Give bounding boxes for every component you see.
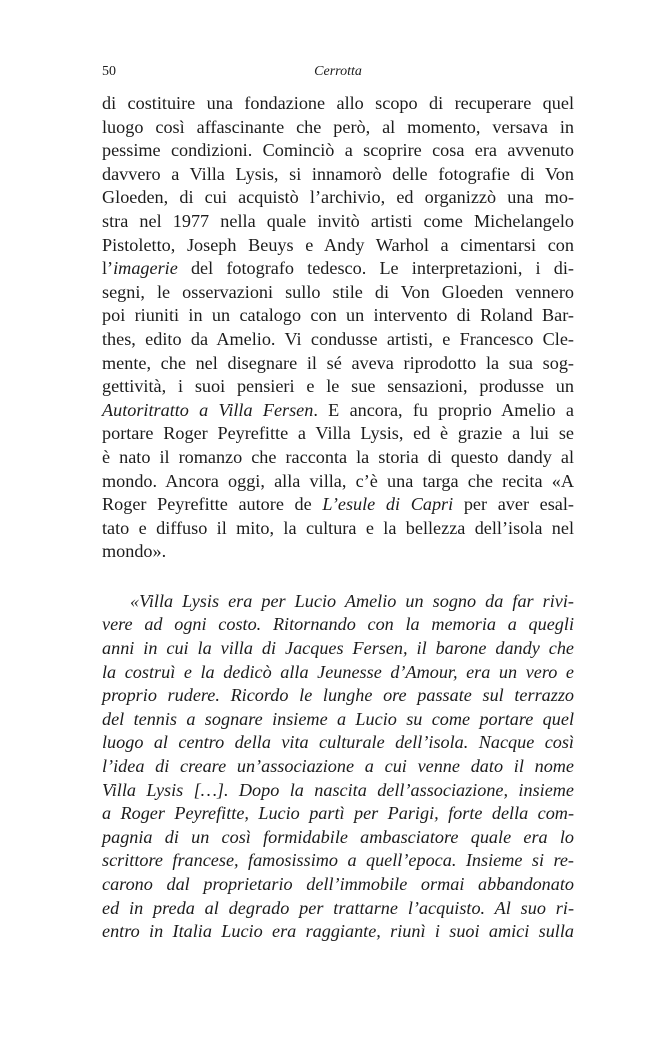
text-run: del tennis a sognare insieme a Lucio su come portare quel: [102, 708, 574, 729]
text-run: «Villa Lysis era per Lucio Amelio un sogno da far rivi-: [130, 590, 574, 611]
text-run: del fotografo tedesco. Le interpretazioni, i di-: [177, 258, 574, 279]
body-line: [102, 470, 574, 494]
text-run: gettività, i suoi pensieri e le sue sensazioni, produsse un: [102, 376, 574, 397]
body-line: [102, 375, 574, 399]
emphasized-text: imagerie: [113, 258, 178, 279]
quote-line: [102, 708, 574, 732]
text-run: pagnia di un così formidabile ambasciatore quale era lo: [102, 826, 574, 847]
body-paragraph: [102, 92, 574, 564]
text-run: segni, le osservazioni sullo stile di Von Gloeden vennero: [102, 281, 574, 302]
text-run: . E ancora, fu proprio Amelio a: [313, 399, 575, 420]
body-line: [102, 517, 574, 541]
text-run: l’idea di creare un’associazione a cui venne dato il nome: [102, 756, 574, 777]
body-line: [102, 422, 574, 446]
text-run: tato e diffuso il mito, la cultura e la bellezza dell’isola nel: [102, 517, 574, 538]
body-line: [102, 446, 574, 470]
body-line: [102, 210, 574, 234]
text-run: poi riuniti in un catalogo con un intervento di Roland Bar-: [102, 305, 574, 326]
quote-line: [102, 826, 574, 850]
text-run: thes, edito da Amelio. Vi condusse artisti, e Francesco Cle-: [102, 328, 574, 349]
body-line: [102, 116, 574, 140]
body-line: [102, 139, 574, 163]
text-run: scrittore francese, famosissimo a quell’epoca. Insieme si re-: [102, 850, 574, 871]
text-run: vere ad ogni costo. Ritornando con la memoria a quegli: [102, 614, 574, 635]
quote-line: [102, 661, 574, 685]
text-run: carono dal proprietario dell’immobile ormai abbandonato: [102, 874, 574, 894]
quote-line: [102, 613, 574, 637]
text-run: per aver esal-: [453, 494, 574, 515]
quote-line: [102, 731, 574, 755]
text-run: mente, che nel disegnare il sé aveva riprodotto la sua sog-: [102, 352, 574, 373]
paragraph-gap: [102, 564, 574, 590]
text-run: portare Roger Peyrefitte a Villa Lysis, ed è grazie a lui se: [102, 423, 574, 444]
body-line: [102, 281, 574, 305]
text-run: mondo».: [102, 541, 167, 562]
text-run: la costruì e la dedicò alla Jeunesse d’Amour, era un vero e: [102, 661, 574, 682]
text-run: Villa Lysis […]. Dopo la nascita dell’associazione, insieme: [102, 779, 574, 800]
body-line: [102, 234, 574, 258]
text-run: stra nel 1977 nella quale invitò artisti come Michelangelo: [102, 210, 574, 231]
text-run: anni in cui la villa di Jacques Fersen, il barone dandy che: [102, 638, 574, 659]
text-run: ed in preda al degrado per trattarne l’acquisto. Al suo ri-: [102, 897, 574, 918]
text-run: pessime condizioni. Cominciò a scoprire cosa era avvenuto: [102, 140, 574, 161]
body-line: [102, 186, 574, 210]
body-line: [102, 328, 574, 352]
body-line: [102, 257, 574, 281]
page-number: 50: [102, 64, 116, 79]
body-line: [102, 352, 574, 376]
quote-line: [102, 873, 574, 897]
body-line: [102, 163, 574, 187]
text-run: luogo così affascinante che però, al momento, versava in: [102, 116, 574, 137]
text-run: di costituire una fondazione allo scopo di recuperare quel: [102, 93, 574, 113]
book-page: [102, 0, 574, 1053]
body-line: [102, 304, 574, 328]
text-run: mondo. Ancora oggi, alla villa, c’è una targa che recita «A: [102, 470, 574, 491]
page-text: [102, 92, 574, 944]
quote-line: [102, 684, 574, 708]
body-line: [102, 540, 574, 564]
quoted-passage: [102, 590, 574, 944]
text-run: davvero a Villa Lysis, si innamorò delle fotografie di Von: [102, 163, 574, 184]
quote-line: [102, 920, 574, 944]
running-head: Cerrotta: [314, 64, 362, 79]
text-run: Gloeden, di cui acquistò l’archivio, ed organizzò una mo-: [102, 187, 574, 208]
body-line: [102, 493, 574, 517]
text-run: luogo al centro della vita culturale dell’isola. Nacque così: [102, 732, 574, 753]
text-run: l’: [102, 258, 114, 279]
body-line: [102, 92, 574, 116]
text-run: è nato il romanzo che racconta la storia di questo dandy al: [102, 446, 574, 467]
body-line: [102, 399, 574, 423]
text-run: a Roger Peyrefitte, Lucio partì per Parigi, forte della com-: [102, 803, 574, 824]
text-run: Roger Peyrefitte autore de: [102, 494, 323, 515]
quote-line: [102, 779, 574, 803]
text-run: proprio rudere. Ricordo le lunghe ore passate sul terrazzo: [102, 685, 574, 706]
quote-line: [102, 897, 574, 921]
quote-line: [102, 849, 574, 873]
text-run: Pistoletto, Joseph Beuys e Andy Warhol a cimentarsi con: [102, 234, 574, 255]
quote-line: [102, 802, 574, 826]
emphasized-text: Autoritratto a Villa Fersen: [102, 399, 314, 420]
text-run: entro in Italia Lucio era raggiante, riunì i suoi amici sulla: [102, 921, 574, 942]
emphasized-text: L’esule di Capri: [322, 494, 454, 515]
quote-line: [102, 637, 574, 661]
quote-line: [102, 590, 574, 614]
page-header: [102, 64, 574, 84]
quote-line: [102, 755, 574, 779]
